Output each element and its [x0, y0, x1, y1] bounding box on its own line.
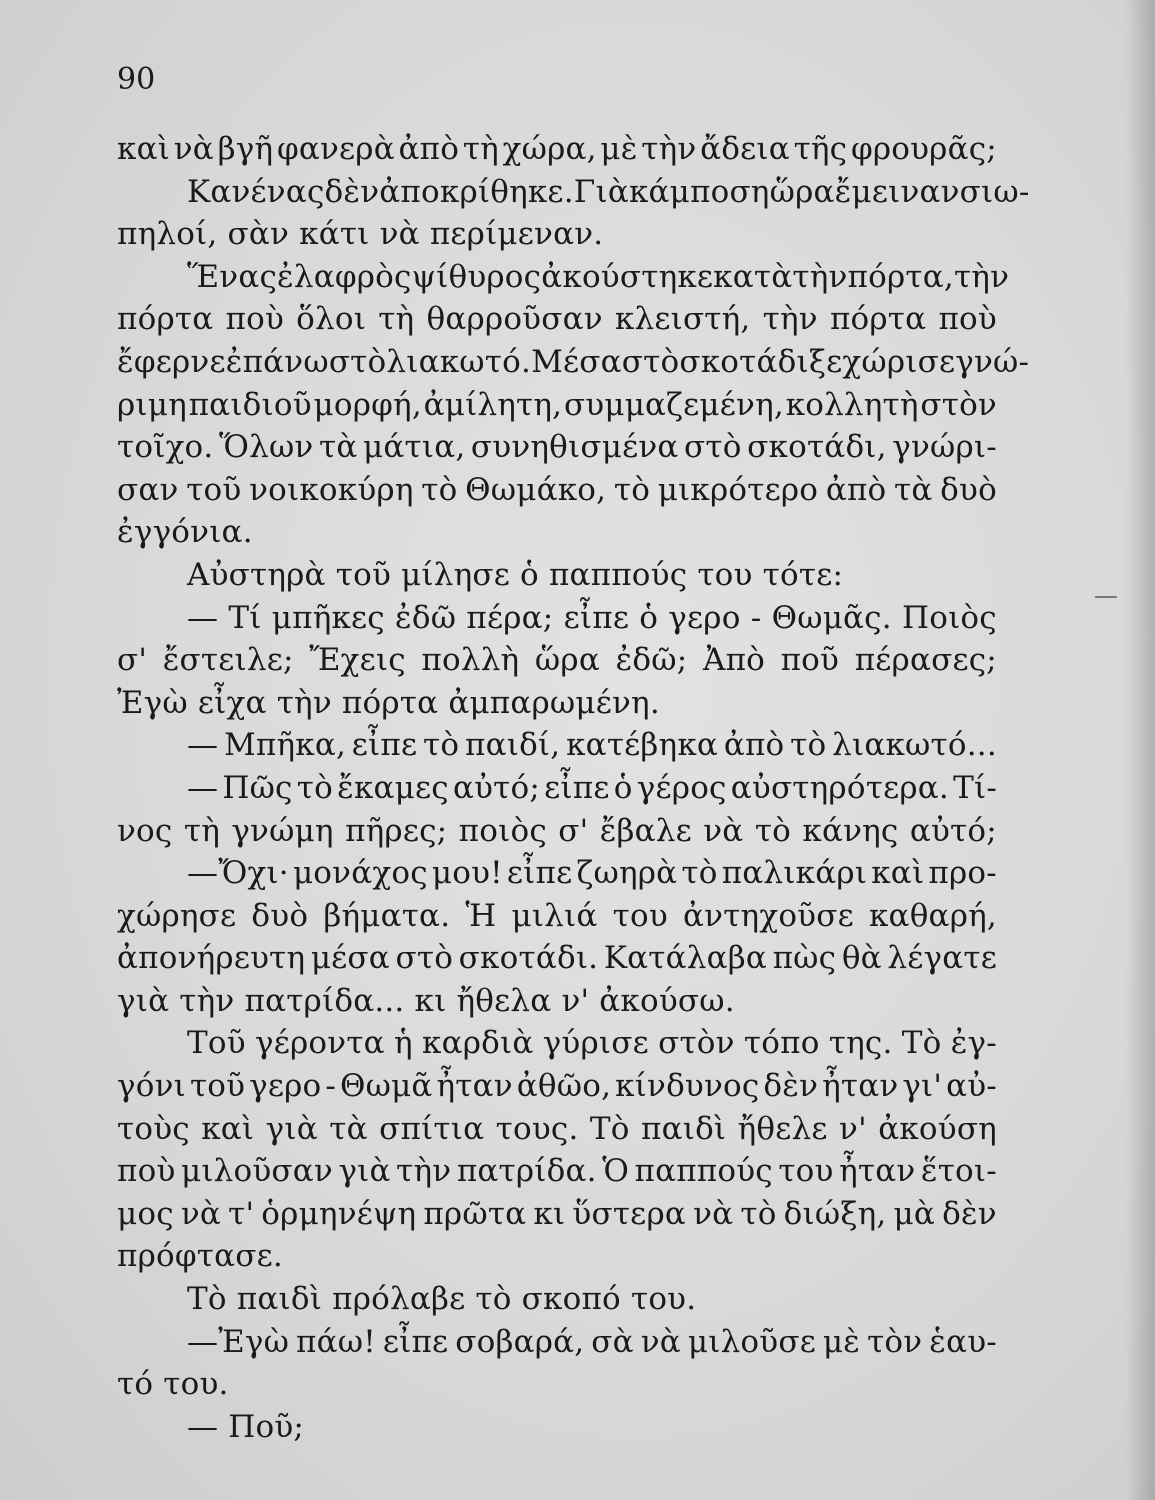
word: του — [778, 1153, 834, 1190]
text-line — [117, 724, 997, 767]
word: παιδιοῦ — [188, 386, 312, 423]
word: νὰ — [703, 812, 744, 849]
word: στὸ — [684, 429, 742, 466]
word: ποὺ — [117, 1153, 176, 1190]
text-line — [117, 171, 1030, 214]
word: προ- — [928, 855, 997, 892]
body-text — [117, 128, 1030, 1448]
word: Τὸ — [589, 1110, 630, 1147]
word: σιω- — [959, 173, 1030, 210]
word: κατέβηκα — [566, 727, 719, 764]
word: γέρος — [636, 769, 727, 806]
margin-mark — [1095, 596, 1117, 598]
word: πόρτα, — [847, 258, 954, 295]
word: ποὺ — [938, 301, 997, 338]
word: πολλὴ — [421, 642, 520, 679]
word: Μέσα — [531, 343, 622, 380]
word: δὲν — [942, 1195, 997, 1232]
word: Ἕνας — [187, 258, 278, 295]
text-line — [117, 128, 997, 171]
word: μιλοῦσε — [687, 1323, 816, 1360]
word: λιακωτό... — [832, 727, 997, 764]
word: τὴν — [762, 301, 818, 338]
word: τ' — [228, 1195, 255, 1232]
word: τὴν — [396, 1153, 452, 1190]
word: Πῶς — [222, 769, 293, 806]
text-line — [117, 810, 997, 853]
word: μικρότερο — [657, 471, 819, 508]
word: νος — [117, 812, 173, 849]
word: ἔβαλε — [599, 812, 692, 849]
word: καρδιὰ — [422, 1025, 534, 1062]
word: ποῦ — [780, 642, 840, 679]
word: ἑαυ- — [929, 1323, 997, 1360]
word: ἐλαφρὸς — [277, 258, 412, 295]
word: Ἔχεις — [309, 642, 406, 679]
word: ξεχώρισε — [808, 343, 956, 380]
word: Τί- — [953, 769, 997, 806]
word: στὸ — [328, 343, 387, 380]
word: φρουρᾶς; — [850, 131, 997, 167]
word: τοῦ — [186, 471, 242, 508]
word: γιὰ — [338, 1153, 391, 1190]
word: σπίτια — [379, 1110, 485, 1147]
word: σ' — [117, 642, 148, 679]
word: θαρροῦσαν — [426, 301, 603, 338]
word: μος — [117, 1195, 174, 1232]
word: εἶπε — [544, 769, 610, 806]
word: τὰ — [894, 471, 933, 508]
word: ἀπὸ — [825, 471, 887, 508]
word: καὶ — [117, 131, 171, 167]
text-line: γιὰ τὴν πατρίδα... κι ἤθελα ν' ἀκούσω. — [117, 982, 735, 1019]
text-line — [117, 1321, 997, 1364]
word: μου! — [431, 855, 503, 892]
word: τὸ — [296, 769, 333, 806]
word: ἤθελε — [737, 1110, 828, 1147]
text-line — [117, 1065, 997, 1108]
word: ἦταν — [436, 1068, 513, 1105]
word: τὸ — [790, 727, 827, 764]
word: λέγατε — [887, 940, 997, 977]
text-line — [117, 384, 997, 427]
word: εἶπε — [351, 727, 418, 764]
word: κατὰ — [713, 258, 793, 295]
word: παλικάρι — [721, 855, 868, 892]
word: πὼς — [772, 940, 837, 977]
text-line — [117, 1108, 997, 1151]
text-line: πηλοί, σὰν κάτι νὰ περίμεναν. — [117, 216, 604, 253]
word: παιδί, — [465, 727, 561, 764]
word: πῆρες; — [345, 812, 448, 849]
text-line: Τὸ παιδὶ πρόλαβε τὸ σκοπό του. — [187, 1281, 697, 1318]
word: ν' — [839, 1110, 867, 1147]
text-line — [117, 298, 997, 341]
word: τόπο — [743, 1025, 820, 1062]
word: πρῶτα — [423, 1195, 527, 1232]
word: Τί — [228, 599, 262, 636]
word: βγῆ — [217, 131, 274, 167]
word: τὸ — [423, 727, 460, 764]
word: - — [325, 1068, 337, 1105]
word: τὸν — [867, 1323, 923, 1360]
word: ἔκαμες — [337, 769, 449, 806]
text-line — [117, 597, 997, 640]
word: ἐδῶ — [395, 599, 457, 636]
word: ἀντηχοῦσε — [683, 897, 854, 934]
word: Μπῆκα, — [223, 727, 347, 764]
word: τὸ — [613, 471, 651, 508]
word: της. — [828, 1025, 893, 1062]
text-line — [117, 1022, 997, 1065]
word: εἶπε — [506, 855, 573, 892]
word: σκοτάδι. — [458, 940, 599, 977]
page-number: 90 — [117, 62, 156, 97]
text-line — [117, 1150, 997, 1193]
word: Κανένας — [187, 173, 325, 210]
word: μὲ — [822, 1323, 861, 1360]
word: Τὸ — [901, 1025, 942, 1062]
word: διώξη, — [783, 1195, 887, 1232]
word: στὸ — [621, 343, 680, 380]
word: ἔφερνε — [117, 343, 226, 380]
word: νὰ — [180, 1195, 222, 1232]
word: τοῦ — [189, 1068, 246, 1105]
word: κλειστή, — [614, 301, 751, 338]
word: ἀποκρίθηκε. — [379, 173, 574, 210]
word: ριμη — [117, 386, 187, 423]
word: Ποιὸς — [901, 599, 997, 636]
word: ζωηρὰ — [576, 855, 678, 892]
word: καὶ — [871, 855, 925, 892]
text-line — [117, 767, 997, 810]
word: του — [612, 897, 668, 934]
word: Θωμάκο, — [465, 471, 607, 508]
word: —Ἐγὼ — [187, 1323, 290, 1360]
text-line: τό του. — [117, 1366, 229, 1403]
word: τους. — [495, 1110, 579, 1147]
word: Ἡ — [465, 897, 497, 934]
word: χώρησε — [117, 897, 237, 934]
word: ποὺ — [225, 301, 284, 338]
word: τὸ — [421, 471, 458, 508]
word: ἐγ- — [950, 1025, 997, 1062]
word: γνώ- — [955, 343, 1030, 380]
word: πόρτα — [829, 301, 927, 338]
text-line: — Ποῦ; — [187, 1408, 305, 1445]
word: δυὸ — [251, 897, 309, 934]
word: —Ὄχι· — [187, 855, 289, 892]
word: Ὅλων — [219, 429, 314, 466]
text-line — [117, 256, 1010, 299]
text-line — [117, 937, 997, 980]
word: ὅλοι — [296, 301, 367, 338]
word: εἶπε — [563, 599, 630, 636]
word: τὸ — [754, 812, 792, 849]
text-line: ἐγγόνια. — [117, 514, 253, 551]
word: γι' — [902, 1068, 943, 1105]
word: Ἀπὸ — [702, 642, 766, 679]
word: ἀπὸ — [723, 727, 785, 764]
word: σκοτάδι — [679, 343, 809, 380]
text-line: Ἐγὼ εἶχα τὴν πόρτα ἀμπαρωμένη. — [117, 684, 660, 721]
word: μονάχος — [292, 855, 428, 892]
word: τὸ — [681, 855, 718, 892]
word: γνώμη — [231, 812, 334, 849]
word: γερο — [668, 599, 741, 636]
word: νοικοκύρη — [249, 471, 414, 508]
text-line — [117, 469, 997, 512]
word: μάτια, — [363, 429, 466, 466]
word: — — [187, 727, 219, 764]
word: κι — [533, 1195, 566, 1232]
word: γύρισε — [542, 1025, 649, 1062]
word: πέρα; — [466, 599, 554, 636]
word: — — [187, 769, 219, 806]
word: πόρτα — [117, 301, 214, 338]
word: ἡ — [394, 1025, 413, 1062]
word: ἐδῶ; — [615, 642, 688, 679]
word: τὴ — [183, 812, 220, 849]
word: γόνι — [117, 1068, 186, 1105]
text-line: Αὐστηρὰ τοῦ μίλησε ὁ παππούς του τότε: — [187, 556, 844, 593]
text-line — [117, 852, 997, 895]
word: μορφή, — [313, 386, 422, 423]
word: μπῆκες — [271, 599, 385, 636]
word: ὁρμηνέψη — [261, 1195, 417, 1232]
word: αὐτό; — [452, 769, 541, 806]
word: ἦταν — [822, 1068, 899, 1105]
word: γνώρι- — [892, 429, 997, 466]
word: ὁ — [613, 769, 633, 806]
word: καὶ — [201, 1110, 255, 1147]
word: δυὸ — [940, 471, 997, 508]
word: σκοτάδι, — [747, 429, 887, 466]
word: τὰ — [329, 1110, 368, 1147]
word: γερο — [249, 1068, 322, 1105]
word: μὲ — [600, 131, 638, 167]
word: κίνδυνος — [615, 1068, 760, 1105]
word: ὕστερα — [572, 1195, 686, 1232]
word: νὰ — [173, 131, 214, 167]
word: τὴν — [641, 131, 697, 167]
word: παιδὶ — [641, 1110, 727, 1147]
word: χώρα, — [502, 131, 597, 167]
word: αὐ- — [946, 1068, 997, 1105]
word: παππούς — [634, 1153, 773, 1190]
text-line — [117, 426, 997, 469]
word: δὲν — [763, 1068, 819, 1105]
word: ἀκούστηκε — [541, 258, 714, 295]
word: νὰ — [640, 1323, 681, 1360]
word: καθαρή, — [868, 897, 997, 934]
word: - — [750, 599, 762, 636]
text-line — [117, 895, 997, 938]
word: εἶπε — [382, 1323, 449, 1360]
word: δὲν — [324, 173, 380, 210]
word: κάνης — [802, 812, 899, 849]
word: ἕτοι- — [920, 1153, 997, 1190]
word: ποιὸς — [458, 812, 547, 849]
word: κάμποση — [628, 173, 770, 210]
word: Γιὰ — [573, 173, 629, 210]
word: μιλιά — [511, 897, 598, 934]
word: αὐτό; — [909, 812, 997, 849]
word: σὰ — [591, 1323, 634, 1360]
word: γέροντα — [255, 1025, 385, 1062]
text-line — [117, 1193, 997, 1236]
word: ὥρα — [769, 173, 835, 210]
word: συμμαζεμένη, — [563, 386, 784, 423]
word: στὸ — [395, 940, 454, 977]
word: βήματα. — [323, 897, 451, 934]
text-line: πρόφτασε. — [117, 1238, 283, 1275]
word: ἔμειναν — [834, 173, 960, 210]
word: μιλοῦσαν — [180, 1153, 333, 1190]
word: πατρίδα. — [456, 1153, 597, 1190]
word: λιακωτό. — [386, 343, 532, 380]
word: φανερὰ — [276, 131, 395, 167]
word: ἦταν — [839, 1153, 916, 1190]
word: τοῖχο. — [117, 429, 214, 466]
word: ὥρα — [534, 642, 600, 679]
word: ἀμίλητη, — [423, 386, 563, 423]
word: σαν — [117, 471, 179, 508]
word: ἀπὸ — [398, 131, 460, 167]
word: στὸν — [920, 386, 997, 423]
word: σ' — [558, 812, 589, 849]
word: μὰ — [893, 1195, 936, 1232]
word: σοβαρά, — [455, 1323, 585, 1360]
word: ψίθυρος — [411, 258, 542, 295]
word: στὸν — [658, 1025, 735, 1062]
word: κολλητὴ — [785, 386, 919, 423]
word: νὰ — [693, 1195, 734, 1232]
word: τὴν — [953, 258, 1010, 295]
word: ἐπάνω — [225, 343, 329, 380]
word: τοὺς — [117, 1110, 190, 1147]
word: Κατάλαβα — [603, 940, 768, 977]
word: ἔστειλε; — [162, 642, 294, 679]
word: Τοῦ — [187, 1025, 246, 1062]
word: Θωμᾶ — [339, 1068, 433, 1105]
word: μέσα — [310, 940, 390, 977]
page-edge-shadow — [1125, 0, 1155, 1500]
word: Ὁ — [602, 1153, 630, 1190]
word: τὸ — [740, 1195, 777, 1232]
word: τῆς — [793, 131, 848, 167]
word: αὐστηρότερα. — [730, 769, 949, 806]
word: τὰ — [319, 429, 358, 466]
word: ἀπονήρευτη — [117, 940, 306, 977]
text-line — [117, 341, 1030, 384]
word: πάω! — [296, 1323, 376, 1360]
word: γιὰ — [265, 1110, 318, 1147]
word: ὁ — [639, 599, 659, 636]
word: συνηθισμένα — [470, 429, 679, 466]
word: — — [187, 599, 219, 636]
text-line — [117, 639, 997, 682]
word: πέρασες; — [854, 642, 997, 679]
word: ἄδεια — [700, 131, 790, 167]
word: Θωμᾶς. — [771, 599, 892, 636]
word: ἀκούση — [878, 1110, 997, 1147]
word: θὰ — [841, 940, 882, 977]
word: τὴ — [378, 301, 415, 338]
word: τὴν — [792, 258, 848, 295]
word: τὴ — [462, 131, 499, 167]
word: ἀθῶο, — [516, 1068, 612, 1105]
